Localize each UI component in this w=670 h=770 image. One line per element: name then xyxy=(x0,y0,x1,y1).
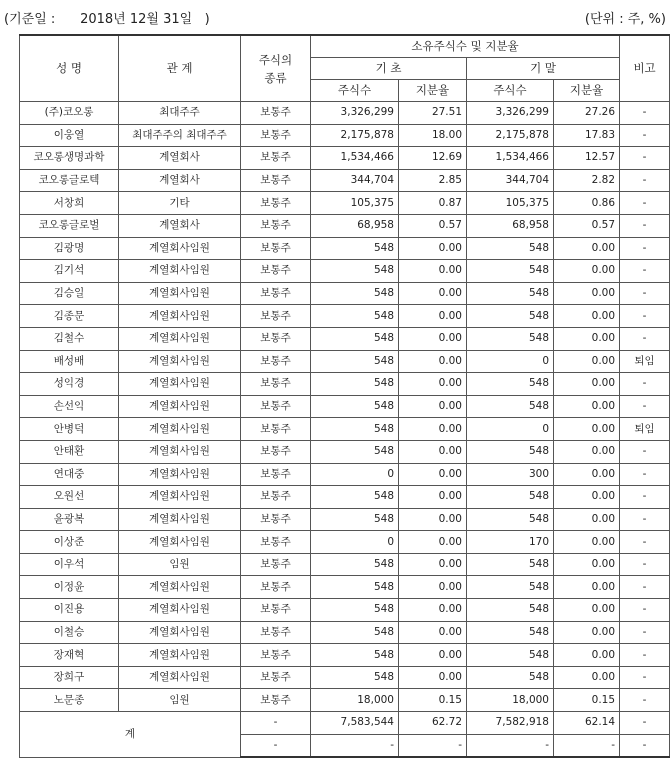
table-row xyxy=(20,102,670,125)
cell-end-ratio: 0.00 xyxy=(554,576,620,599)
table-row xyxy=(20,395,670,418)
cell-end-shares: 548 xyxy=(467,327,554,350)
cell-end-ratio: 17.83 xyxy=(554,124,620,147)
cell-begin-ratio: 0.00 xyxy=(399,395,467,418)
cell-note: - xyxy=(620,463,670,486)
cell-type: 보통주 xyxy=(241,282,311,305)
cell-begin-shares: 3,326,299 xyxy=(311,102,399,125)
col-relation-header: 관 계 xyxy=(119,35,241,102)
cell-end-ratio: 12.57 xyxy=(554,147,620,170)
cell-begin-shares: 548 xyxy=(311,666,399,689)
cell-end-shares: 548 xyxy=(467,576,554,599)
cell-begin-ratio: 0.00 xyxy=(399,666,467,689)
cell-relation: 임원 xyxy=(119,553,241,576)
cell-type: 보통주 xyxy=(241,350,311,373)
cell-end-ratio: 0.00 xyxy=(554,531,620,554)
cell-end-ratio: 0.00 xyxy=(554,440,620,463)
cell-begin-ratio: 0.00 xyxy=(399,531,467,554)
cell-type: 보통주 xyxy=(241,192,311,215)
cell-type: 보통주 xyxy=(241,373,311,396)
cell-begin-shares: 548 xyxy=(311,282,399,305)
cell-name: 성익경 xyxy=(20,373,119,396)
total-end-ratio: - xyxy=(554,734,620,757)
cell-begin-shares: 548 xyxy=(311,327,399,350)
table-row xyxy=(20,508,670,531)
shareholding-table xyxy=(19,34,670,758)
cell-end-ratio: 0.00 xyxy=(554,237,620,260)
cell-end-shares: 548 xyxy=(467,644,554,667)
cell-name: (주)코오롱 xyxy=(20,102,119,125)
cell-note: - xyxy=(620,576,670,599)
cell-name: 노문종 xyxy=(20,689,119,712)
col-begin-header: 기 초 xyxy=(311,58,467,80)
cell-note: - xyxy=(620,599,670,622)
table-row xyxy=(20,327,670,350)
table-row xyxy=(20,350,670,373)
cell-end-ratio: 0.15 xyxy=(554,689,620,712)
cell-name: 김종문 xyxy=(20,305,119,328)
cell-end-shares: 0 xyxy=(467,418,554,441)
base-date-value: 2018년 12월 31일 xyxy=(80,12,193,27)
cell-relation: 계열회사임원 xyxy=(119,576,241,599)
base-date-close: ) xyxy=(204,12,210,27)
cell-note: - xyxy=(620,214,670,237)
cell-relation: 계열회사임원 xyxy=(119,237,241,260)
cell-note: - xyxy=(620,689,670,712)
cell-type: 보통주 xyxy=(241,169,311,192)
table-row xyxy=(20,305,670,328)
table-row xyxy=(20,463,670,486)
cell-relation: 계열회사임원 xyxy=(119,418,241,441)
col-end-shares-header: 주식수 xyxy=(467,80,554,102)
cell-begin-shares: 548 xyxy=(311,440,399,463)
cell-type: 보통주 xyxy=(241,576,311,599)
table-row xyxy=(20,237,670,260)
cell-type: 보통주 xyxy=(241,644,311,667)
cell-begin-ratio: 0.00 xyxy=(399,305,467,328)
cell-type: 보통주 xyxy=(241,327,311,350)
cell-begin-shares: 105,375 xyxy=(311,192,399,215)
cell-note: - xyxy=(620,621,670,644)
cell-note: - xyxy=(620,373,670,396)
cell-name: 코오롱생명과학 xyxy=(20,147,119,170)
cell-note: - xyxy=(620,553,670,576)
cell-begin-shares: 548 xyxy=(311,644,399,667)
cell-type: 보통주 xyxy=(241,666,311,689)
cell-note: - xyxy=(620,644,670,667)
cell-end-shares: 548 xyxy=(467,508,554,531)
cell-begin-ratio: 2.85 xyxy=(399,169,467,192)
cell-end-ratio: 0.00 xyxy=(554,553,620,576)
cell-begin-ratio: 0.00 xyxy=(399,418,467,441)
cell-begin-ratio: 12.69 xyxy=(399,147,467,170)
cell-end-ratio: 0.00 xyxy=(554,644,620,667)
cell-note: 퇴임 xyxy=(620,418,670,441)
cell-end-shares: 548 xyxy=(467,553,554,576)
cell-begin-shares: 548 xyxy=(311,350,399,373)
table-header xyxy=(20,35,670,102)
cell-end-ratio: 0.00 xyxy=(554,305,620,328)
cell-begin-ratio: 0.00 xyxy=(399,576,467,599)
cell-name: 서창희 xyxy=(20,192,119,215)
cell-begin-ratio: 0.00 xyxy=(399,486,467,509)
cell-name: 이진용 xyxy=(20,599,119,622)
cell-name: 이우석 xyxy=(20,553,119,576)
cell-begin-ratio: 0.00 xyxy=(399,282,467,305)
cell-type: 보통주 xyxy=(241,621,311,644)
cell-begin-shares: 68,958 xyxy=(311,214,399,237)
table-row xyxy=(20,124,670,147)
table-row xyxy=(20,644,670,667)
cell-end-shares: 344,704 xyxy=(467,169,554,192)
total-begin-ratio: 62.72 xyxy=(399,712,467,735)
cell-begin-ratio: 0.00 xyxy=(399,327,467,350)
cell-name: 이웅열 xyxy=(20,124,119,147)
cell-begin-shares: 548 xyxy=(311,576,399,599)
cell-name: 배성배 xyxy=(20,350,119,373)
cell-name: 이철승 xyxy=(20,621,119,644)
cell-relation: 계열회사임원 xyxy=(119,373,241,396)
cell-name: 윤광복 xyxy=(20,508,119,531)
cell-end-ratio: 0.00 xyxy=(554,373,620,396)
cell-begin-ratio: 0.00 xyxy=(399,237,467,260)
table-row xyxy=(20,260,670,283)
table-row xyxy=(20,147,670,170)
cell-note: - xyxy=(620,102,670,125)
cell-name: 김철수 xyxy=(20,327,119,350)
cell-note: - xyxy=(620,192,670,215)
table-row xyxy=(20,599,670,622)
cell-begin-ratio: 0.00 xyxy=(399,260,467,283)
cell-note: - xyxy=(620,327,670,350)
col-begin-shares-header: 주식수 xyxy=(311,80,399,102)
cell-end-ratio: 0.00 xyxy=(554,666,620,689)
cell-note: - xyxy=(620,282,670,305)
cell-relation: 임원 xyxy=(119,689,241,712)
cell-type: 보통주 xyxy=(241,124,311,147)
cell-begin-ratio: 0.00 xyxy=(399,553,467,576)
total-label: 계 xyxy=(20,712,241,758)
cell-end-shares: 548 xyxy=(467,282,554,305)
cell-relation: 계열회사임원 xyxy=(119,666,241,689)
cell-name: 장희구 xyxy=(20,666,119,689)
table-row xyxy=(20,689,670,712)
cell-end-shares: 548 xyxy=(467,621,554,644)
cell-end-shares: 548 xyxy=(467,237,554,260)
cell-name: 손선익 xyxy=(20,395,119,418)
cell-begin-shares: 548 xyxy=(311,237,399,260)
cell-type: 보통주 xyxy=(241,531,311,554)
total-note: - xyxy=(620,712,670,735)
cell-type: 보통주 xyxy=(241,508,311,531)
cell-end-ratio: 2.82 xyxy=(554,169,620,192)
cell-begin-shares: 1,534,466 xyxy=(311,147,399,170)
cell-begin-shares: 344,704 xyxy=(311,169,399,192)
cell-relation: 계열회사임원 xyxy=(119,531,241,554)
cell-relation: 계열회사임원 xyxy=(119,305,241,328)
cell-end-shares: 548 xyxy=(467,440,554,463)
table-row xyxy=(20,169,670,192)
cell-end-ratio: 0.00 xyxy=(554,486,620,509)
cell-end-ratio: 0.00 xyxy=(554,395,620,418)
cell-relation: 계열회사 xyxy=(119,169,241,192)
cell-end-ratio: 0.00 xyxy=(554,621,620,644)
table-row xyxy=(20,553,670,576)
cell-type: 보통주 xyxy=(241,260,311,283)
cell-begin-ratio: 0.00 xyxy=(399,621,467,644)
table-body xyxy=(20,102,670,758)
cell-end-shares: 105,375 xyxy=(467,192,554,215)
cell-type: 보통주 xyxy=(241,237,311,260)
cell-begin-shares: 548 xyxy=(311,508,399,531)
base-date-label: (기준일 : xyxy=(4,12,56,27)
cell-begin-shares: 548 xyxy=(311,260,399,283)
cell-end-shares: 548 xyxy=(467,486,554,509)
cell-end-shares: 548 xyxy=(467,666,554,689)
cell-type: 보통주 xyxy=(241,395,311,418)
table-row xyxy=(20,214,670,237)
report-header xyxy=(0,0,670,34)
cell-name: 안병덕 xyxy=(20,418,119,441)
cell-note: 퇴임 xyxy=(620,350,670,373)
table-row xyxy=(20,418,670,441)
cell-end-shares: 548 xyxy=(467,373,554,396)
base-date xyxy=(4,8,210,27)
cell-type: 보통주 xyxy=(241,463,311,486)
cell-end-ratio: 0.86 xyxy=(554,192,620,215)
col-end-ratio-header: 지분율 xyxy=(554,80,620,102)
cell-end-ratio: 0.00 xyxy=(554,599,620,622)
total-type: - xyxy=(241,734,311,757)
cell-relation: 계열회사임원 xyxy=(119,486,241,509)
cell-relation: 계열회사임원 xyxy=(119,260,241,283)
cell-name: 안태환 xyxy=(20,440,119,463)
cell-relation: 최대주주의 최대주주 xyxy=(119,124,241,147)
cell-note: - xyxy=(620,305,670,328)
cell-end-ratio: 27.26 xyxy=(554,102,620,125)
cell-relation: 계열회사임원 xyxy=(119,327,241,350)
cell-relation: 계열회사임원 xyxy=(119,463,241,486)
table-row xyxy=(20,440,670,463)
cell-relation: 계열회사임원 xyxy=(119,350,241,373)
col-begin-ratio-header: 지분율 xyxy=(399,80,467,102)
cell-begin-ratio: 0.00 xyxy=(399,463,467,486)
cell-end-shares: 548 xyxy=(467,395,554,418)
cell-relation: 계열회사임원 xyxy=(119,644,241,667)
cell-name: 코오롱글로벌 xyxy=(20,214,119,237)
cell-begin-shares: 548 xyxy=(311,599,399,622)
cell-end-ratio: 0.00 xyxy=(554,260,620,283)
cell-begin-ratio: 18.00 xyxy=(399,124,467,147)
cell-begin-ratio: 0.00 xyxy=(399,644,467,667)
cell-note: - xyxy=(620,508,670,531)
cell-name: 이상준 xyxy=(20,531,119,554)
cell-end-shares: 170 xyxy=(467,531,554,554)
total-end-ratio: 62.14 xyxy=(554,712,620,735)
col-name-header: 성 명 xyxy=(20,35,119,102)
cell-relation: 최대주주 xyxy=(119,102,241,125)
cell-relation: 계열회사임원 xyxy=(119,395,241,418)
cell-begin-shares: 548 xyxy=(311,621,399,644)
cell-begin-ratio: 0.15 xyxy=(399,689,467,712)
cell-begin-shares: 0 xyxy=(311,531,399,554)
cell-type: 보통주 xyxy=(241,305,311,328)
cell-note: - xyxy=(620,440,670,463)
cell-relation: 계열회사임원 xyxy=(119,282,241,305)
total-begin-shares: 7,583,544 xyxy=(311,712,399,735)
cell-type: 보통주 xyxy=(241,486,311,509)
cell-begin-shares: 548 xyxy=(311,418,399,441)
total-end-shares: - xyxy=(467,734,554,757)
cell-name: 코오롱글로텍 xyxy=(20,169,119,192)
cell-begin-ratio: 0.57 xyxy=(399,214,467,237)
cell-begin-ratio: 0.00 xyxy=(399,373,467,396)
cell-note: - xyxy=(620,169,670,192)
table-row xyxy=(20,486,670,509)
cell-note: - xyxy=(620,531,670,554)
cell-begin-ratio: 0.00 xyxy=(399,350,467,373)
cell-name: 장재혁 xyxy=(20,644,119,667)
table-row xyxy=(20,621,670,644)
cell-end-shares: 0 xyxy=(467,350,554,373)
cell-note: - xyxy=(620,260,670,283)
cell-name: 김기석 xyxy=(20,260,119,283)
total-type: - xyxy=(241,712,311,735)
cell-end-shares: 548 xyxy=(467,305,554,328)
table-row xyxy=(20,192,670,215)
cell-note: - xyxy=(620,666,670,689)
total-row xyxy=(20,712,670,735)
cell-end-ratio: 0.00 xyxy=(554,418,620,441)
col-stock-type-header: 주식의 종류 xyxy=(241,35,311,102)
col-end-header: 기 말 xyxy=(467,58,620,80)
cell-begin-shares: 0 xyxy=(311,463,399,486)
cell-end-ratio: 0.00 xyxy=(554,463,620,486)
cell-name: 오원선 xyxy=(20,486,119,509)
cell-begin-shares: 548 xyxy=(311,486,399,509)
cell-type: 보통주 xyxy=(241,689,311,712)
cell-begin-ratio: 0.00 xyxy=(399,599,467,622)
cell-name: 김광명 xyxy=(20,237,119,260)
cell-relation: 계열회사 xyxy=(119,214,241,237)
cell-type: 보통주 xyxy=(241,102,311,125)
cell-relation: 계열회사임원 xyxy=(119,508,241,531)
cell-relation: 계열회사 xyxy=(119,147,241,170)
cell-name: 연대중 xyxy=(20,463,119,486)
cell-end-ratio: 0.00 xyxy=(554,282,620,305)
cell-type: 보통주 xyxy=(241,418,311,441)
cell-end-shares: 300 xyxy=(467,463,554,486)
cell-end-ratio: 0.57 xyxy=(554,214,620,237)
cell-end-shares: 68,958 xyxy=(467,214,554,237)
cell-end-ratio: 0.00 xyxy=(554,508,620,531)
cell-type: 보통주 xyxy=(241,147,311,170)
cell-begin-ratio: 0.00 xyxy=(399,440,467,463)
cell-name: 이정윤 xyxy=(20,576,119,599)
cell-begin-shares: 548 xyxy=(311,305,399,328)
table-row xyxy=(20,282,670,305)
cell-type: 보통주 xyxy=(241,214,311,237)
cell-relation: 계열회사임원 xyxy=(119,599,241,622)
cell-end-shares: 548 xyxy=(467,260,554,283)
cell-begin-shares: 548 xyxy=(311,553,399,576)
cell-relation: 기타 xyxy=(119,192,241,215)
cell-relation: 계열회사임원 xyxy=(119,621,241,644)
table-row xyxy=(20,531,670,554)
col-note-header: 비고 xyxy=(620,35,670,102)
col-ownership-group-header: 소유주식수 및 지분율 xyxy=(311,35,620,58)
cell-note: - xyxy=(620,237,670,260)
total-begin-ratio: - xyxy=(399,734,467,757)
cell-end-shares: 18,000 xyxy=(467,689,554,712)
cell-begin-shares: 548 xyxy=(311,373,399,396)
cell-relation: 계열회사임원 xyxy=(119,440,241,463)
cell-end-ratio: 0.00 xyxy=(554,350,620,373)
cell-begin-shares: 2,175,878 xyxy=(311,124,399,147)
cell-type: 보통주 xyxy=(241,599,311,622)
table-row xyxy=(20,373,670,396)
table-row xyxy=(20,666,670,689)
cell-note: - xyxy=(620,395,670,418)
cell-begin-ratio: 0.00 xyxy=(399,508,467,531)
cell-begin-shares: 548 xyxy=(311,395,399,418)
cell-note: - xyxy=(620,124,670,147)
cell-begin-ratio: 27.51 xyxy=(399,102,467,125)
cell-note: - xyxy=(620,147,670,170)
cell-note: - xyxy=(620,486,670,509)
cell-end-ratio: 0.00 xyxy=(554,327,620,350)
cell-end-shares: 1,534,466 xyxy=(467,147,554,170)
cell-begin-shares: 18,000 xyxy=(311,689,399,712)
cell-type: 보통주 xyxy=(241,553,311,576)
total-begin-shares: - xyxy=(311,734,399,757)
cell-end-shares: 548 xyxy=(467,599,554,622)
cell-type: 보통주 xyxy=(241,440,311,463)
cell-end-shares: 3,326,299 xyxy=(467,102,554,125)
unit-label: (단위 : 주, %) xyxy=(584,12,666,27)
total-end-shares: 7,582,918 xyxy=(467,712,554,735)
cell-begin-ratio: 0.87 xyxy=(399,192,467,215)
table-row xyxy=(20,576,670,599)
total-note: - xyxy=(620,734,670,757)
cell-end-shares: 2,175,878 xyxy=(467,124,554,147)
cell-name: 김승일 xyxy=(20,282,119,305)
